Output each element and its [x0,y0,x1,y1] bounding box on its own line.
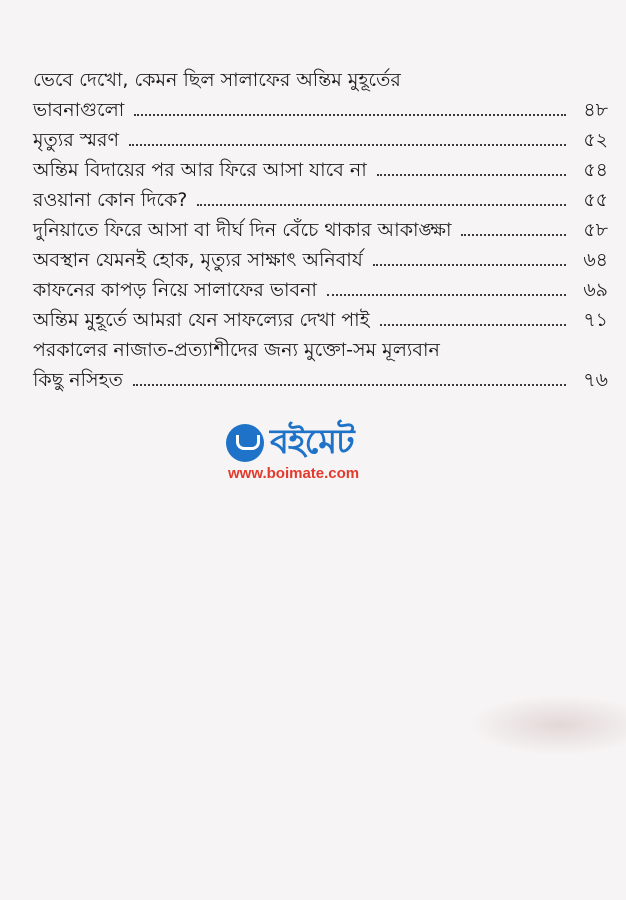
toc-line [33,272,608,302]
dot-leader [461,234,566,236]
dot-leader [373,264,566,266]
toc-entry[interactable] [33,62,608,122]
logo-wordmark: বইমেট [270,422,354,462]
toc-page-number: ৭১ [583,309,608,331]
dot-leader [327,294,566,296]
toc-line [33,362,608,392]
toc-entry[interactable] [33,272,608,302]
toc-line [33,152,608,182]
dot-leader [133,384,566,386]
toc-entry-title: অন্তিম মুহূর্তে আমরা যেন সাফল্যের দেখা পাই [33,309,370,331]
toc-entry-title: মৃত্যুর স্মরণ [33,129,119,151]
toc-entry[interactable] [33,212,608,242]
toc-entry-title-line-2: ভাবনাগুলো [33,99,125,121]
dot-leader [197,204,566,206]
toc-entry-title: রওয়ানা কোন দিকে? [33,189,188,211]
book-logo-icon [226,424,264,462]
toc-page-number: ৬৪ [583,249,608,271]
logo-mark [226,418,398,464]
toc-page-number: ৬৯ [583,279,608,301]
dot-leader [380,324,566,326]
toc-entry[interactable] [33,182,608,212]
toc-line [33,332,608,362]
toc-entry-title: কাফনের কাপড় নিয়ে সালাফের ভাবনা [33,279,317,301]
toc-line [33,242,608,272]
toc-page-number: ৫৪ [583,159,608,181]
toc-entry-title-line-1: ভেবে দেখো, কেমন ছিল সালাফের অন্তিম মুহূর্তের [33,69,401,91]
toc-page-number: ৫২ [583,129,608,151]
toc-page-number: ৪৮ [583,99,608,121]
toc-entry[interactable] [33,242,608,272]
dot-leader [377,174,566,176]
toc-line [33,122,608,152]
toc-page-number: ৭৬ [583,369,608,391]
toc-entry[interactable] [33,332,608,392]
toc-entry-title: অবস্থান যেমনই হোক, মৃত্যুর সাক্ষাৎ অনিবার্য [33,249,363,271]
toc-entry-title-line-2: কিছু নসিহত [33,369,123,391]
watermark-logo [226,418,406,490]
watermark-url: www.boimate.com [228,465,360,482]
toc-entry[interactable] [33,302,608,332]
toc-line [33,92,608,122]
toc-line [33,212,608,242]
toc-line [33,182,608,212]
table-of-contents [33,62,608,392]
toc-entry-title: দুনিয়াতে ফিরে আসা বা দীর্ঘ দিন বেঁচে থাকার আকাঙ্ক্ষা [33,219,452,241]
toc-entry[interactable] [33,122,608,152]
toc-entry-title-line-1: পরকালের নাজাত-প্রত্যাশীদের জন্য মুক্তো-সম মূল্যবান [33,339,440,361]
toc-entry-title: অন্তিম বিদায়ের পর আর ফিরে আসা যাবে না [33,159,367,181]
toc-entry[interactable] [33,152,608,182]
toc-line [33,302,608,332]
dot-leader [134,114,566,116]
dot-leader [129,144,566,146]
toc-page-number: ৫৫ [583,189,608,211]
toc-line [33,62,608,92]
toc-page-number: ৫৮ [583,219,608,241]
